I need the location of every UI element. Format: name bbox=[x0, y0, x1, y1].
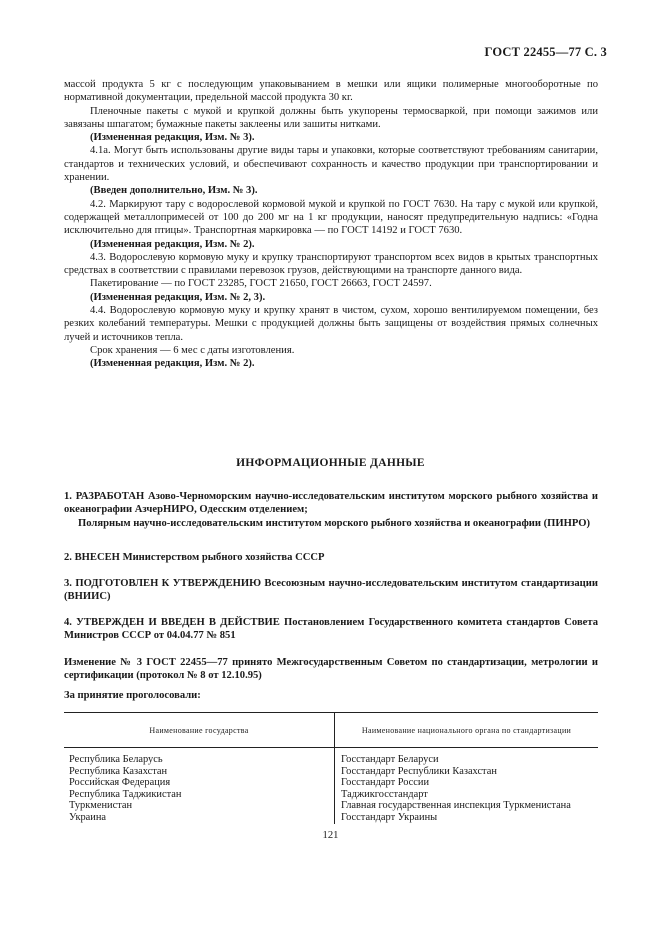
amendment-note: (Измененная редакция, Изм. № 3). bbox=[90, 132, 255, 144]
info-item-1-continuation: Полярным научно-исследовательским институтом морского рыбного хозяйства и океанографии (ПИНРО) bbox=[78, 517, 591, 529]
change-note: Изменение № 3 ГОСТ 22455—77 принято Межгосударственным Советом по стандартизации, метрологии и сертификации (протокол № 8 от 12.10.95) bbox=[64, 657, 598, 682]
clause-4-3: 4.3. Водорослевую кормовую муку и крупку транспортируют транспортом всех видов в крытых транспортных средствах в соответствии с правилами перевозок грузов, действующими на транспорте данного вида. bbox=[64, 251, 598, 277]
paragraph: Срок хранения — 6 мес с даты изготовления. bbox=[90, 344, 295, 356]
paragraph: Пакетирование — по ГОСТ 23285, ГОСТ 21650, ГОСТ 26663, ГОСТ 24597. bbox=[90, 278, 432, 290]
table-row bbox=[64, 748, 598, 824]
clause-4-1a: 4.1а. Могут быть использованы другие виды тары и упаковки, которые соответствуют требованиям санитарии, стандартов и технических условий, и обеспечивают сохранность и качество продукции при транспортировании и хранении. bbox=[64, 145, 598, 184]
info-section-title: ИНФОРМАЦИОННЫЕ ДАННЫЕ bbox=[236, 457, 425, 469]
info-item-2: 2. ВНЕСЕН Министерством рыбного хозяйства СССР bbox=[64, 552, 325, 563]
voting-table bbox=[64, 712, 598, 824]
page-header: ГОСТ 22455—77 С. 3 bbox=[484, 45, 607, 59]
body-text bbox=[64, 78, 598, 371]
vote-label: За принятие проголосовали: bbox=[64, 690, 201, 701]
amendment-note: (Измененная редакция, Изм. № 2). bbox=[90, 358, 255, 370]
amendment-note: (Введен дополнительно, Изм. № 3). bbox=[90, 185, 258, 197]
states-list: Республика Беларусь Республика Казахстан Российская Федерация Республика Таджикистан Туркменистан Украина bbox=[69, 754, 182, 823]
paragraph: Пленочные пакеты с мукой и крупкой должны быть укупорены термосваркой, при помощи зажимов или завязаны шпагатом; бумажные пакеты заклеены или зашиты нитками. bbox=[64, 105, 598, 130]
page-number: 121 bbox=[322, 830, 339, 841]
info-item-3: 3. ПОДГОТОВЛЕН К УТВЕРЖДЕНИЮ Всесоюзным научно-исследовательским институтом стандартизации (ВНИИС) bbox=[64, 578, 598, 603]
table-cell-bodies bbox=[335, 748, 599, 824]
table-cell-states bbox=[64, 748, 335, 824]
column-header-body: Наименование национального органа по стандартизации bbox=[335, 713, 599, 748]
info-item-1-text: 1. РАЗРАБОТАН Азово-Черноморским научно-исследовательским институтом морского рыбного хозяйства и океанографии АзчерНИРО, Одесским отделением; bbox=[64, 491, 598, 516]
info-item-4: 4. УТВЕРЖДЕН И ВВЕДЕН В ДЕЙСТВИЕ Постановлением Государственного комитета стандартов Совета Министров СССР от 04.04.77 № 851 bbox=[64, 617, 598, 642]
paragraph: массой продукта 5 кг с последующим упаковыванием в мешки или ящики полимерные многооборотные по нормативной документации, предельной массой продукта 30 кг. bbox=[64, 79, 598, 104]
clause-4-2: 4.2. Маркируют тару с водорослевой кормовой мукой и крупкой по ГОСТ 7630. На тару с мукой или крупкой, содержащей металлопримесей от 100 до 200 мг на 1 кг продукции, наносят предупредительную надпись: «Годна исключительно для птицы». Транспортная маркировка — по ГОСТ 14192 и ГОСТ 7630. bbox=[64, 198, 598, 237]
amendment-note: (Измененная редакция, Изм. № 2). bbox=[90, 238, 255, 250]
info-item-1 bbox=[64, 490, 598, 530]
column-header-state: Наименование государства bbox=[64, 713, 335, 748]
clause-4-4: 4.4. Водорослевую кормовую муку и крупку хранят в чистом, сухом, хорошо вентилируемом помещении, без резких колебаний температуры. Мешки с продукцией должны быть защищены от воздействия прямых солнечных лучей и источников тепла. bbox=[64, 305, 598, 343]
amendment-note: (Измененная редакция, Изм. № 2, 3). bbox=[90, 291, 266, 303]
bodies-list: Госстандарт Беларуси Госстандарт Республики Казахстан Госстандарт России Таджикгосстандарт Главная государственная инспекция Туркменистана Госстандарт Украины bbox=[341, 754, 571, 823]
